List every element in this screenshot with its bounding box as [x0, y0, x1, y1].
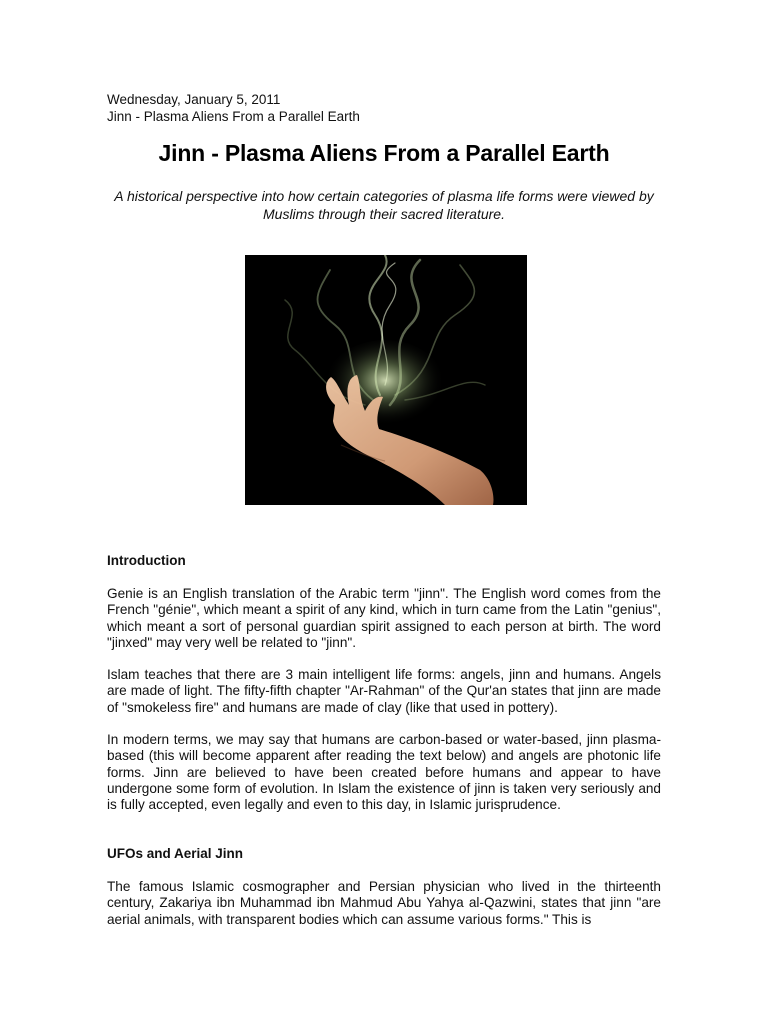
post-meta: [107, 91, 360, 125]
section-heading-ufos: UFOs and Aerial Jinn: [107, 846, 244, 861]
section-heading-introduction: Introduction: [107, 553, 186, 568]
hand-with-smoke-icon: [245, 255, 527, 505]
hand-with-smoke-image: [245, 255, 527, 505]
paragraph: Islam teaches that there are 3 main intelligent life forms: angels, jinn and humans. Angels are made of light. The fifty-fifth chapter "Ar-Rahman" of the Qur'an states that jinn are made of "smokeless fire" and humans are made of clay (like that used in pottery).: [107, 667, 661, 715]
article-subtitle: A historical perspective into how certain categories of plasma life forms were viewed by Muslims through their sacred literature.: [114, 188, 654, 222]
paragraph: The famous Islamic cosmographer and Persian physician who lived in the thirteenth century, Zakariya ibn Muhammad ibn Mahmud Abu Yahya al-Qazwini, states that jinn "are aerial animals, with transparent bodies which can assume various forms." This is: [107, 879, 661, 927]
article-title: Jinn - Plasma Aliens From a Parallel Earth: [158, 140, 610, 166]
paragraph: Genie is an English translation of the Arabic term "jinn". The English word comes from the French "génie", which meant a spirit of any kind, which in turn came from the Latin "genius", which meant a sort of personal guardian spirit assigned to each person at birth. The word "jinxed" may very well be related to "jinn".: [107, 586, 661, 650]
post-title-line: Jinn - Plasma Aliens From a Parallel Earth: [107, 109, 360, 124]
post-date: Wednesday, January 5, 2011: [107, 92, 281, 107]
paragraph: In modern terms, we may say that humans are carbon-based or water-based, jinn plasma-based (this will become apparent after reading the text below) and angels are photonic life forms. Jinn are believed to have been created before humans and appear to have undergone some form of evolution. In Islam the existence of jinn is taken very seriously and is fully accepted, even legally and even to this day, in Islamic jurisprudence.: [107, 732, 661, 813]
